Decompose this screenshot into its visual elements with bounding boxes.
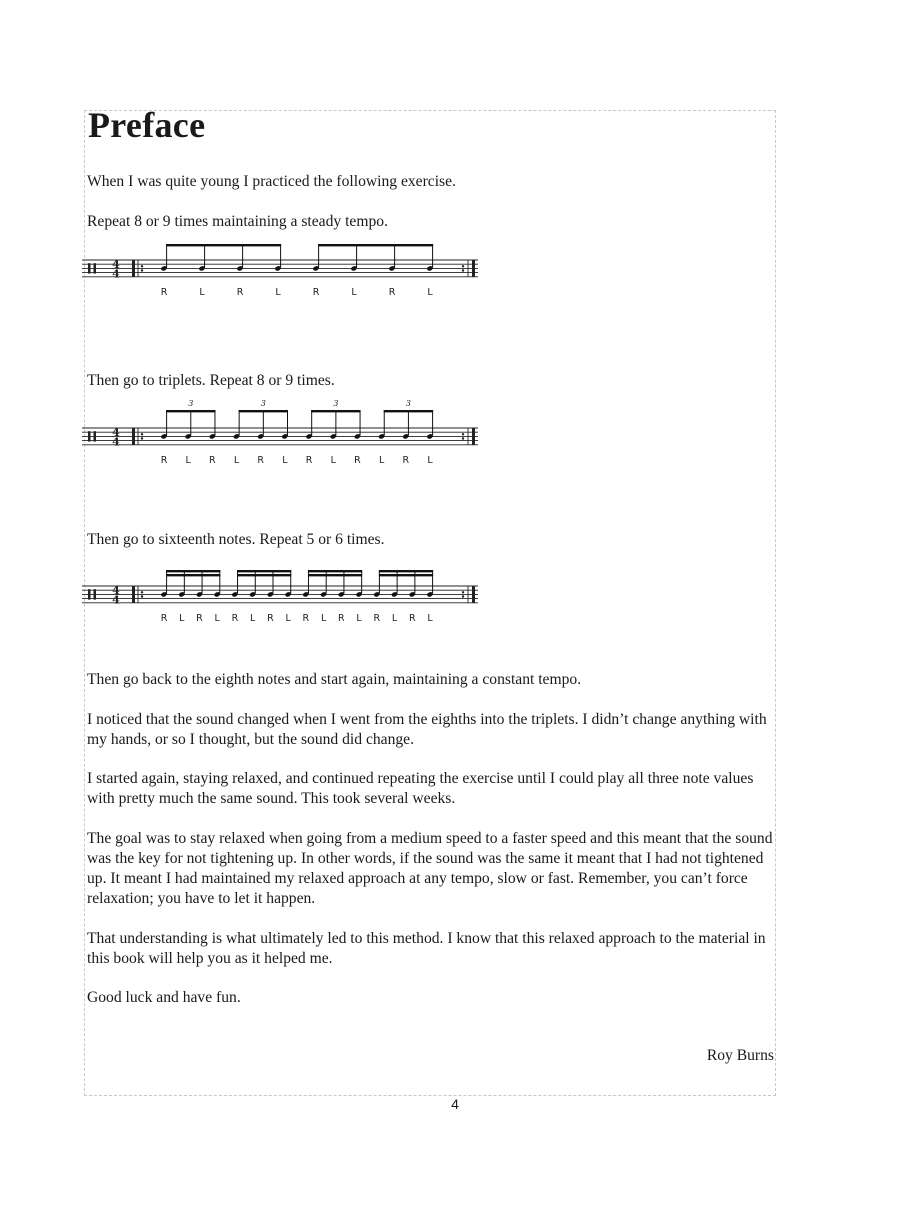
sticking-letter: L [285, 612, 291, 624]
repeat-start-dot [141, 437, 143, 439]
repeat-end-thick-bar [472, 586, 475, 603]
repeat-start-dot [141, 595, 143, 597]
sticking-letter: L [250, 612, 256, 624]
sixteenths-instruction: Then go to sixteenth notes. Repeat 5 or 6 times. [87, 531, 385, 548]
sticking-letter: R [354, 454, 361, 466]
page-title: Preface [88, 105, 206, 145]
time-signature-bottom: 4 [112, 435, 120, 449]
triplets-instruction: Then go to triplets. Repeat 8 or 9 times. [87, 372, 335, 389]
beam [166, 570, 220, 572]
sixteenth-notes-exercise [80, 562, 490, 636]
sticking-letter: R [236, 286, 244, 298]
percussion-clef-right [94, 263, 97, 273]
percussion-clef-left [88, 263, 91, 273]
sticking-letter: R [338, 612, 345, 624]
sticking-letter: L [214, 612, 220, 624]
started-paragraph: I started again, staying relaxed, and continued repeating the exercise until I could play all three note values with pretty much the same sound. This took several weeks. [87, 770, 754, 807]
repeat-start-dot [141, 269, 143, 271]
beam [318, 244, 433, 246]
sticking-letter: R [160, 612, 168, 624]
repeat-end-dot [462, 433, 464, 435]
sticking-letter: R [209, 454, 216, 466]
repeat-end-thick-bar [472, 428, 475, 445]
percussion-clef-left [88, 589, 91, 599]
triplet-exercise [80, 396, 490, 480]
sticking-letter: L [185, 454, 191, 466]
eighth-notes-exercise [80, 236, 490, 316]
sticking-letter: L [391, 612, 398, 624]
eighths-instruction: Repeat 8 or 9 times maintaining a steady tempo. [87, 213, 388, 230]
sticking-letter: R [267, 612, 274, 624]
closing-paragraph: Good luck and have fun. [87, 989, 241, 1006]
sticking-letter: L [356, 612, 362, 624]
sticking-letter: R [388, 286, 396, 298]
sticking-letter: R [160, 286, 168, 298]
time-signature-bottom: 4 [112, 593, 120, 607]
repeat-end-dot [462, 591, 464, 593]
repeat-start-dot [141, 265, 143, 267]
sticking-letter: L [378, 454, 385, 466]
back-paragraph: Then go back to the eighth notes and start again, maintaining a constant tempo. [87, 671, 582, 688]
triplet-number: 3 [188, 399, 194, 408]
triplet-number: 3 [405, 399, 411, 408]
repeat-end-dot [462, 595, 464, 597]
sticking-letter: R [312, 286, 320, 298]
repeat-end-dot [462, 265, 464, 267]
understanding-paragraph: That understanding is what ultimately led to this method. I know that this relaxed approach to the material in this book will help you as it helped me. [87, 930, 766, 967]
beam [166, 574, 220, 576]
beam [379, 574, 433, 576]
sticking-letter: L [233, 454, 240, 466]
percussion-clef-right [94, 589, 97, 599]
page-number: 4 [451, 1096, 459, 1112]
sticking-letter: R [408, 612, 416, 624]
sticking-letter: R [373, 612, 381, 624]
sticking-letter: L [427, 612, 433, 624]
sticking-letter: R [302, 612, 310, 624]
sticking-letter: L [320, 612, 327, 624]
repeat-start-dot [141, 591, 143, 593]
repeat-end-thick-bar [472, 260, 475, 277]
intro-paragraph: When I was quite young I practiced the following exercise. [87, 173, 456, 190]
repeat-start-thick-bar [132, 260, 135, 277]
sticking-letter: L [282, 454, 288, 466]
repeat-end-dot [462, 437, 464, 439]
sticking-letter: R [160, 454, 168, 466]
sticking-letter: L [330, 454, 336, 466]
sticking-letter: R [305, 454, 313, 466]
repeat-end-dot [462, 269, 464, 271]
beam [311, 410, 360, 412]
repeat-start-dot [141, 433, 143, 435]
sticking-letter: L [351, 286, 357, 298]
percussion-clef-left [88, 431, 91, 441]
author-signature: Roy Burns [706, 1047, 774, 1064]
triplet-number: 3 [333, 399, 339, 408]
repeat-start-thick-bar [132, 428, 135, 445]
noticed-paragraph: I noticed that the sound changed when I went from the eighths into the triplets. I didn’t change anything with my hands, or so I thought, but the sound did change. [87, 711, 767, 748]
sticking-letter: R [402, 454, 410, 466]
time-signature-bottom: 4 [112, 267, 120, 281]
beam [384, 410, 433, 412]
goal-paragraph: The goal was to stay relaxed when going from a medium speed to a faster speed and this meant that the sound was the key for not tightening up. In other words, if the sound was the same it meant that I had not tightened up. It meant I had maintained my relaxed approach at any tempo, slow or fast. Remember, you can’t force relaxation; you have to let it happen. [87, 830, 773, 907]
time-signature-top: 4 [112, 425, 120, 439]
beam [379, 570, 433, 572]
sticking-letter: L [199, 286, 205, 298]
sticking-letter: R [257, 454, 265, 466]
sticking-letter: R [196, 612, 203, 624]
sticking-letter: L [427, 286, 433, 298]
time-signature-top: 4 [112, 257, 120, 271]
percussion-clef-right [94, 431, 97, 441]
sticking-letter: L [179, 612, 185, 624]
beam [237, 574, 291, 576]
time-signature-top: 4 [112, 583, 120, 597]
beam [166, 410, 215, 412]
repeat-start-thick-bar [132, 586, 135, 603]
sticking-letter: L [275, 286, 281, 298]
beam [239, 410, 288, 412]
beam [237, 570, 291, 572]
triplet-number: 3 [260, 399, 266, 408]
beam [308, 574, 362, 576]
sticking-letter: L [427, 454, 433, 466]
beam [166, 244, 281, 246]
beam [308, 570, 362, 572]
sticking-letter: R [231, 612, 239, 624]
